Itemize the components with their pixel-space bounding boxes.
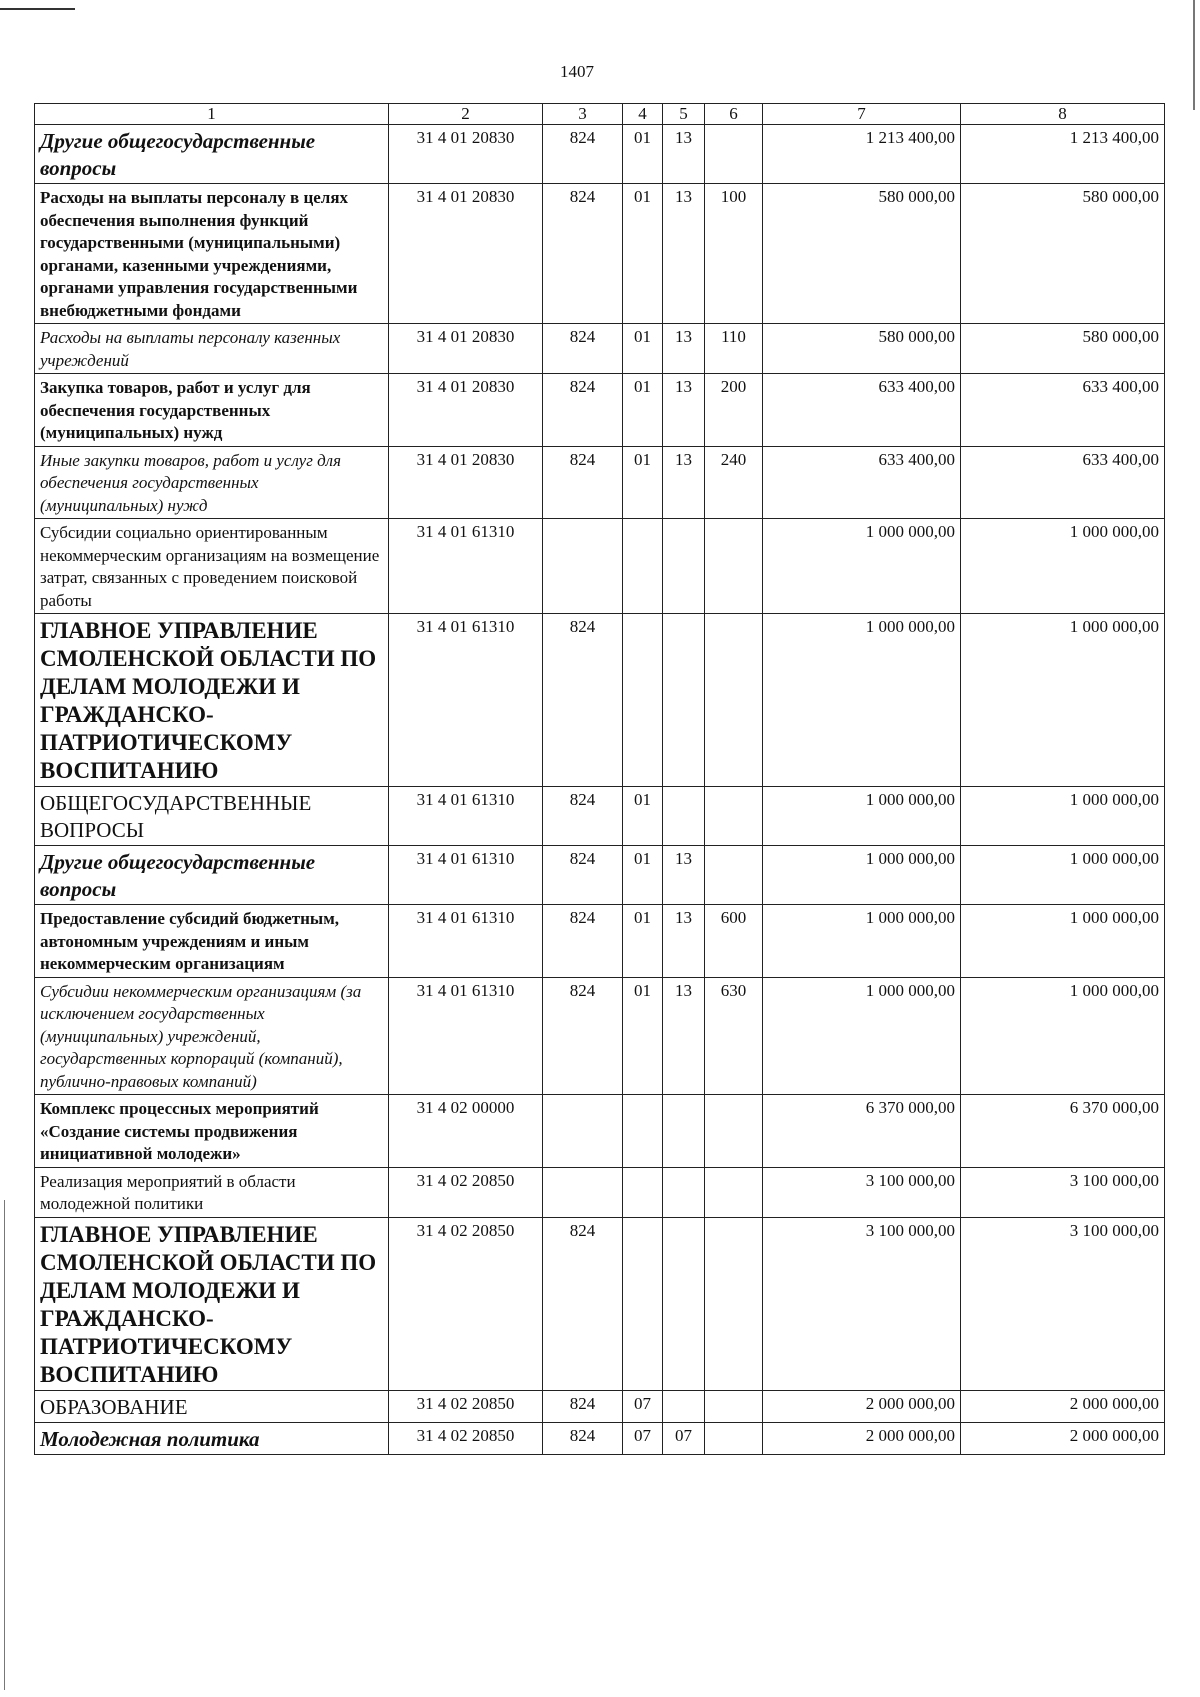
ministry-code: 824 — [543, 1422, 623, 1454]
subsection-code: 13 — [663, 905, 705, 978]
section-code: 01 — [623, 446, 663, 519]
table-row — [35, 184, 1165, 324]
amount-col-8: 1 000 000,00 — [961, 519, 1165, 614]
section-code — [623, 1217, 663, 1390]
amount-col-7: 1 000 000,00 — [763, 519, 961, 614]
ministry-code: 824 — [543, 1217, 623, 1390]
expense-type-code — [705, 614, 763, 787]
subsection-code: 13 — [663, 125, 705, 184]
ministry-code: 824 — [543, 614, 623, 787]
expense-name: Молодежная политика — [35, 1422, 389, 1454]
ministry-code: 824 — [543, 1390, 623, 1422]
section-code: 01 — [623, 324, 663, 374]
col-header-5: 5 — [663, 104, 705, 125]
amount-col-8: 633 400,00 — [961, 446, 1165, 519]
section-code: 07 — [623, 1390, 663, 1422]
expense-name: Комплекс процессных мероприятий «Создание системы продвижения инициативной молодежи» — [35, 1095, 389, 1168]
amount-col-8: 1 000 000,00 — [961, 614, 1165, 787]
expense-type-code — [705, 519, 763, 614]
header-row — [35, 104, 1165, 125]
table-row — [35, 614, 1165, 787]
target-article-code: 31 4 01 61310 — [389, 977, 543, 1095]
table-row — [35, 1095, 1165, 1168]
amount-col-7: 6 370 000,00 — [763, 1095, 961, 1168]
expense-name: Расходы на выплаты персоналу казенных учреждений — [35, 324, 389, 374]
target-article-code: 31 4 01 61310 — [389, 905, 543, 978]
expense-type-code — [705, 846, 763, 905]
expense-type-code — [705, 1095, 763, 1168]
subsection-code — [663, 614, 705, 787]
target-article-code: 31 4 01 20830 — [389, 374, 543, 447]
amount-col-7: 1 000 000,00 — [763, 977, 961, 1095]
table-row — [35, 1422, 1165, 1454]
amount-col-8: 6 370 000,00 — [961, 1095, 1165, 1168]
target-article-code: 31 4 01 20830 — [389, 184, 543, 324]
ministry-code: 824 — [543, 374, 623, 447]
target-article-code: 31 4 02 20850 — [389, 1390, 543, 1422]
expense-type-code: 630 — [705, 977, 763, 1095]
expense-name: Реализация мероприятий в области молодежной политики — [35, 1167, 389, 1217]
target-article-code: 31 4 01 20830 — [389, 324, 543, 374]
ministry-code — [543, 1095, 623, 1168]
expense-name: ГЛАВНОЕ УПРАВЛЕНИЕ СМОЛЕНСКОЙ ОБЛАСТИ ПО ДЕЛАМ МОЛОДЕЖИ И ГРАЖДАНСКО-ПАТРИОТИЧЕСКОМУ ВОСПИТАНИЮ — [35, 614, 389, 787]
subsection-code — [663, 787, 705, 846]
ministry-code: 824 — [543, 324, 623, 374]
expense-name: Закупка товаров, работ и услуг для обеспечения государственных (муниципальных) нужд — [35, 374, 389, 447]
target-article-code: 31 4 02 00000 — [389, 1095, 543, 1168]
subsection-code — [663, 1390, 705, 1422]
ministry-code: 824 — [543, 977, 623, 1095]
target-article-code: 31 4 01 61310 — [389, 614, 543, 787]
table-row — [35, 1167, 1165, 1217]
amount-col-7: 1 213 400,00 — [763, 125, 961, 184]
amount-col-7: 1 000 000,00 — [763, 846, 961, 905]
amount-col-7: 580 000,00 — [763, 324, 961, 374]
amount-col-7: 3 100 000,00 — [763, 1217, 961, 1390]
subsection-code — [663, 1167, 705, 1217]
ministry-code: 824 — [543, 905, 623, 978]
ministry-code — [543, 519, 623, 614]
expense-name: Субсидии социально ориентированным некоммерческим организациям на возмещение затрат, связанных с проведением поисковой работы — [35, 519, 389, 614]
expense-type-code — [705, 1422, 763, 1454]
table-row — [35, 446, 1165, 519]
amount-col-8: 1 000 000,00 — [961, 846, 1165, 905]
expense-name: ОБЩЕГОСУДАРСТВЕННЫЕ ВОПРОСЫ — [35, 787, 389, 846]
budget-table — [34, 103, 1165, 1455]
target-article-code: 31 4 01 20830 — [389, 125, 543, 184]
target-article-code: 31 4 01 20830 — [389, 446, 543, 519]
section-code: 01 — [623, 374, 663, 447]
scan-edge-mark — [0, 8, 75, 10]
table-row — [35, 1390, 1165, 1422]
amount-col-7: 2 000 000,00 — [763, 1422, 961, 1454]
expense-name: Другие общегосударственные вопросы — [35, 125, 389, 184]
expense-type-code — [705, 125, 763, 184]
expense-name: Предоставление субсидий бюджетным, автономным учреждениям и иным некоммерческим организациям — [35, 905, 389, 978]
target-article-code: 31 4 02 20850 — [389, 1167, 543, 1217]
amount-col-8: 2 000 000,00 — [961, 1422, 1165, 1454]
subsection-code: 13 — [663, 977, 705, 1095]
section-code — [623, 519, 663, 614]
subsection-code — [663, 519, 705, 614]
expense-name: ГЛАВНОЕ УПРАВЛЕНИЕ СМОЛЕНСКОЙ ОБЛАСТИ ПО ДЕЛАМ МОЛОДЕЖИ И ГРАЖДАНСКО-ПАТРИОТИЧЕСКОМУ ВОСПИТАНИЮ — [35, 1217, 389, 1390]
col-header-3: 3 — [543, 104, 623, 125]
expense-type-code: 110 — [705, 324, 763, 374]
section-code: 01 — [623, 846, 663, 905]
ministry-code: 824 — [543, 184, 623, 324]
subsection-code: 13 — [663, 374, 705, 447]
amount-col-7: 3 100 000,00 — [763, 1167, 961, 1217]
amount-col-7: 1 000 000,00 — [763, 905, 961, 978]
scan-edge-line-left — [4, 1200, 5, 1690]
table-row — [35, 519, 1165, 614]
section-code: 01 — [623, 125, 663, 184]
expense-type-code — [705, 1390, 763, 1422]
col-header-2: 2 — [389, 104, 543, 125]
col-header-6: 6 — [705, 104, 763, 125]
section-code: 01 — [623, 977, 663, 1095]
subsection-code — [663, 1095, 705, 1168]
expense-type-code — [705, 1167, 763, 1217]
subsection-code: 07 — [663, 1422, 705, 1454]
ministry-code: 824 — [543, 446, 623, 519]
amount-col-7: 2 000 000,00 — [763, 1390, 961, 1422]
amount-col-8: 1 000 000,00 — [961, 787, 1165, 846]
ministry-code: 824 — [543, 125, 623, 184]
section-code: 01 — [623, 787, 663, 846]
section-code — [623, 1167, 663, 1217]
amount-col-7: 580 000,00 — [763, 184, 961, 324]
amount-col-7: 1 000 000,00 — [763, 614, 961, 787]
expense-name: Расходы на выплаты персоналу в целях обеспечения выполнения функций государственными (муниципальными) органами, казенными учреждениями, органами управления государственными внебюджетными фондами — [35, 184, 389, 324]
subsection-code: 13 — [663, 846, 705, 905]
ministry-code: 824 — [543, 787, 623, 846]
expense-name: ОБРАЗОВАНИЕ — [35, 1390, 389, 1422]
expense-type-code: 600 — [705, 905, 763, 978]
table-row — [35, 125, 1165, 184]
table-row — [35, 846, 1165, 905]
amount-col-8: 580 000,00 — [961, 184, 1165, 324]
amount-col-8: 3 100 000,00 — [961, 1217, 1165, 1390]
table-row — [35, 787, 1165, 846]
col-header-8: 8 — [961, 104, 1165, 125]
section-code: 01 — [623, 184, 663, 324]
col-header-7: 7 — [763, 104, 961, 125]
subsection-code: 13 — [663, 446, 705, 519]
expense-type-code — [705, 787, 763, 846]
expense-name: Иные закупки товаров, работ и услуг для обеспечения государственных (муниципальных) нужд — [35, 446, 389, 519]
target-article-code: 31 4 02 20850 — [389, 1217, 543, 1390]
expense-name: Субсидии некоммерческим организациям (за исключением государственных (муниципальных) учреждений, государственных корпораций (компаний), публично-правовых компаний) — [35, 977, 389, 1095]
target-article-code: 31 4 02 20850 — [389, 1422, 543, 1454]
expense-type-code: 200 — [705, 374, 763, 447]
amount-col-7: 1 000 000,00 — [763, 787, 961, 846]
amount-col-8: 633 400,00 — [961, 374, 1165, 447]
subsection-code — [663, 1217, 705, 1390]
section-code — [623, 1095, 663, 1168]
target-article-code: 31 4 01 61310 — [389, 787, 543, 846]
amount-col-8: 2 000 000,00 — [961, 1390, 1165, 1422]
amount-col-8: 3 100 000,00 — [961, 1167, 1165, 1217]
table-row — [35, 324, 1165, 374]
ministry-code — [543, 1167, 623, 1217]
expense-type-code — [705, 1217, 763, 1390]
ministry-code: 824 — [543, 846, 623, 905]
section-code — [623, 614, 663, 787]
table-row — [35, 1217, 1165, 1390]
target-article-code: 31 4 01 61310 — [389, 519, 543, 614]
amount-col-7: 633 400,00 — [763, 374, 961, 447]
expense-name: Другие общегосударственные вопросы — [35, 846, 389, 905]
target-article-code: 31 4 01 61310 — [389, 846, 543, 905]
amount-col-8: 1 000 000,00 — [961, 905, 1165, 978]
amount-col-8: 1 000 000,00 — [961, 977, 1165, 1095]
scan-edge-line-right — [1193, 0, 1195, 110]
col-header-4: 4 — [623, 104, 663, 125]
col-header-1: 1 — [35, 104, 389, 125]
subsection-code: 13 — [663, 184, 705, 324]
amount-col-8: 1 213 400,00 — [961, 125, 1165, 184]
amount-col-7: 633 400,00 — [763, 446, 961, 519]
table-row — [35, 374, 1165, 447]
subsection-code: 13 — [663, 324, 705, 374]
section-code: 07 — [623, 1422, 663, 1454]
amount-col-8: 580 000,00 — [961, 324, 1165, 374]
table-row — [35, 977, 1165, 1095]
section-code: 01 — [623, 905, 663, 978]
page-number: 1407 — [560, 62, 594, 81]
expense-type-code: 100 — [705, 184, 763, 324]
table-row — [35, 905, 1165, 978]
expense-type-code: 240 — [705, 446, 763, 519]
